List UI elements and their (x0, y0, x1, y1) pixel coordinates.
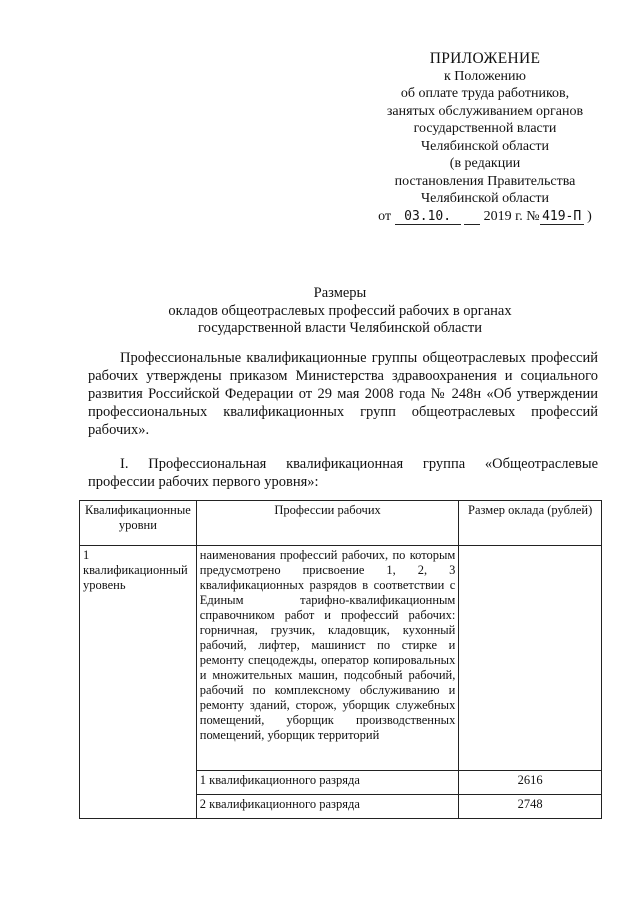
header-professions: Профессии рабочих (196, 501, 459, 546)
appendix-line: об оплате труда работников, (400, 86, 570, 101)
appendix-line: (в редакции (449, 156, 521, 171)
grade-label: 1 квалификационного разряда (196, 771, 459, 795)
professions-list: наименования профессий рабочих, по которым предусмотрено присвоение 1, 2, 3 квалификационных разрядов в соответствии с Единым тарифно-квалификационным справочником работ и профессий рабочих: горничная, грузчик, кладовщик, кухонный рабочий, лифтер, машинист по стирке и ремонту спецодежды, оператор копировальных и множительных машин, подсобный рабочий, рабочий по комплексному обслуживанию и ремонту зданий, сторож, уборщик служебных помещений, уборщик производственных помещений, уборщик территорий (196, 546, 459, 771)
appendix-line: к Положению (443, 68, 526, 84)
appendix-line: занятых обслуживанием органов (386, 103, 584, 119)
table-row (80, 546, 602, 771)
grade-label: 2 квалификационного разряда (196, 795, 459, 819)
title-line: окладов общеотраслевых профессий рабочих в органах (168, 302, 512, 319)
close-paren: ) (587, 208, 592, 224)
table-header-row (80, 501, 602, 546)
appendix-block (360, 50, 610, 225)
appendix-line: постановления Правительства (394, 173, 576, 189)
year-text: 2019 г. № (483, 208, 540, 224)
title-line: Размеры (313, 285, 367, 301)
intro-paragraph: Профессиональные квалификационные группы общеотраслевых профессий рабочих утверждены приказом Министерства здравоохранения и социального развития Российской Федерации от 29 мая 2008 года № 248н «Об утверждении профессиональных квалификационных групп общеотраслевых профессий рабочих». (88, 350, 598, 438)
qualification-level: 1 квалификационный уровень (80, 546, 197, 819)
salary-empty-cell (459, 546, 602, 771)
header-levels: Квалификационные уровни (80, 501, 197, 546)
title-line: государственной власти Челябинской области (198, 320, 482, 336)
salary-value: 2616 (459, 771, 602, 795)
appendix-line: государственной власти (413, 121, 557, 136)
header-salary: Размер оклада (рублей) (459, 501, 602, 546)
appendix-date-line (360, 208, 610, 226)
group-heading: I. Профессиональная квалификационная группа «Общеотраслевые профессии рабочих первого уровня»: (88, 456, 598, 490)
appendix-line: Челябинской области (421, 138, 549, 154)
handwritten-date: 03.10. (395, 210, 461, 225)
salary-table (79, 500, 602, 819)
salary-value: 2748 (459, 795, 602, 819)
appendix-title: ПРИЛОЖЕНИЕ (429, 50, 541, 67)
appendix-line: Челябинской области (421, 191, 549, 206)
document-title (60, 285, 620, 338)
handwritten-number: 419-П (540, 210, 584, 225)
date-prefix: от (378, 208, 392, 224)
date-blank-line (464, 210, 480, 225)
